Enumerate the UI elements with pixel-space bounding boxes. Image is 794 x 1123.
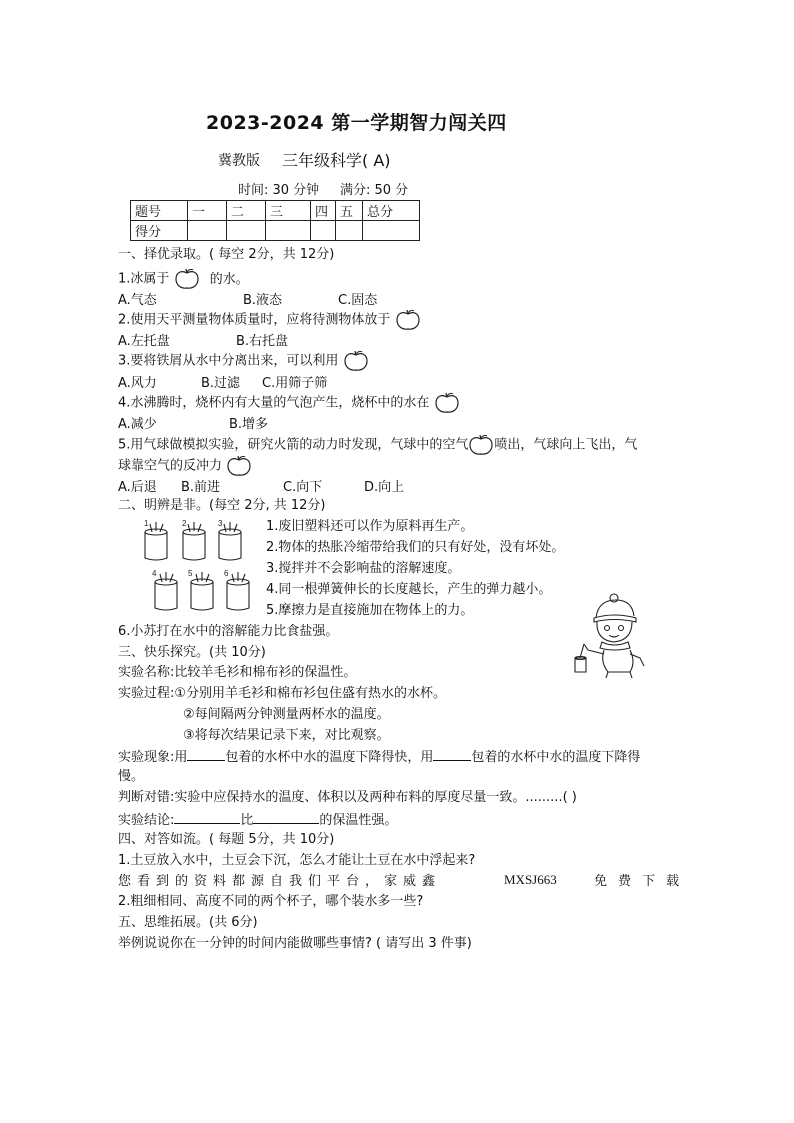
q4-text: 4.水沸腾时，烧杯内有大量的气泡产生，烧杯中的水在 [118,395,430,411]
apple-blank-icon[interactable] [226,455,252,477]
question-5 [118,434,637,456]
q3-option-b: B.过滤 [201,376,241,391]
plant-pots-illustration [140,518,258,614]
page-title: 2023-2024 第一学期智力闯关四 [206,112,507,134]
section4-title: 四、对答如流。( 每题 5分，共 10分) [118,832,335,847]
section2-title: 二、明辨是非。(每空 2分, 共 12分) [118,498,326,513]
apple-blank-icon[interactable] [174,268,200,290]
watermark-code: MXSJ663 [504,872,557,887]
pot-label: 3 [218,519,223,528]
judge-item: 2.物体的热胀冷缩带给我们的只有好处，没有坏处。 [266,540,565,555]
experiment-conclusion [118,810,397,829]
time-label: 时间: 30 分钟 [238,183,320,198]
q3-option-a: A.风力 [118,376,157,391]
full-score-label: 满分: 50 分 [340,183,409,198]
judge-item: 4.同一根弹簧伸长的长度越长，产生的弹力越小。 [266,582,552,597]
q2-option-a: A.左托盘 [118,334,170,349]
question-3 [118,350,369,372]
experiment-name: 实验名称:比较羊毛衫和棉布衫的保温性。 [118,665,357,680]
score-cell[interactable] [227,221,266,241]
score-table-header-row [131,201,420,221]
phenomenon-text-b: 包着的水杯中水的温度下降得快，用 [225,750,434,765]
pot-icon [191,572,213,610]
score-header-cell: 五 [336,201,363,221]
pot-label: 6 [224,569,229,578]
edition-label: 冀教版 [218,153,260,169]
experiment-judge: 判断对错:实验中应保持水的温度、体积以及两种布料的厚度尽量一致。.........( ) [118,790,577,805]
section4-question-2: 2.粗细相同、高度不同的两个杯子，哪个装水多一些? [118,894,424,909]
q5-text-line2: 球靠空气的反冲力 [118,458,223,474]
q5-text-pre: 5.用气球做模拟实验，研究火箭的动力时发现，气球中的空气 [118,437,469,453]
score-row-label: 得分 [131,221,188,241]
answer-blank[interactable] [174,810,240,824]
watermark-text: 您看到的资料都源自我们平台，家威鑫 [118,874,442,889]
q1-option-c: C.固态 [338,293,378,308]
judge-item: 6.小苏打在水中的溶解能力比食盐强。 [118,624,339,639]
pot-label: 1 [144,519,149,528]
child-experiment-illustration [574,592,652,678]
pot-label: 4 [152,569,157,578]
answer-blank[interactable] [253,810,319,824]
score-header-cell: 总分 [363,201,420,221]
q1-text-post: 的水。 [209,271,249,287]
conclusion-text-a: 实验结论: [118,813,175,828]
apple-blank-icon[interactable] [434,392,460,414]
q3-option-c: C.用筛子筛 [262,376,328,391]
q4-option-b: B.增多 [229,417,269,432]
answer-blank[interactable] [433,747,471,761]
experiment-process-2: ②每间隔两分钟测量两杯水的温度。 [183,707,390,722]
score-table-score-row [131,221,420,241]
q2-option-b: B.右托盘 [236,334,289,349]
conclusion-text-c: 的保温性强。 [319,813,398,828]
q3-text: 3.要将铁屑从水中分离出来，可以利用 [118,353,339,369]
conclusion-text-b: 比 [240,813,254,828]
q2-text: 2.使用天平测量物体质量时，应将待测物体放于 [118,312,391,328]
section4-question-1: 1.土豆放入水中，土豆会下沉，怎么才能让土豆在水中浮起来? [118,853,476,868]
question-1 [118,268,249,290]
q4-option-a: A.减少 [118,417,157,432]
q5-option-b: B.前进 [181,480,221,495]
q5-option-d: D.向上 [364,480,405,495]
experiment-process-3: ③将每次结果记录下来，对比观察。 [183,728,390,743]
section1-title: 一、择优录取。( 每空 2分，共 12分) [118,247,335,262]
score-cell[interactable] [311,221,336,241]
apple-blank-icon[interactable] [468,434,494,456]
score-cell[interactable] [188,221,227,241]
score-header-cell: 二 [227,201,266,221]
experiment-phenomenon [118,747,640,766]
watermark-free-download: 免费下载 [594,874,691,889]
q1-text-pre: 1.冰属于 [118,271,170,287]
q1-option-b: B.液态 [243,293,283,308]
question-4 [118,392,460,414]
score-header-cell: 一 [188,201,227,221]
answer-blank[interactable] [187,747,225,761]
score-cell[interactable] [363,221,420,241]
score-cell[interactable] [266,221,311,241]
score-header-cell: 三 [266,201,311,221]
score-cell[interactable] [336,221,363,241]
experiment-process-1: 实验过程:①分别用羊毛衫和棉布衫包住盛有热水的水杯。 [118,686,447,701]
section5-question: 举例说说你在一分钟的时间内能做哪些事情? ( 请写出 3 件事) [118,936,472,951]
q5-text-post: 喷出，气球向上飞出，气 [494,437,638,453]
apple-blank-icon[interactable] [395,309,421,331]
section3-title: 三、快乐探究。(共 10分) [118,645,266,660]
phenomenon-text-d: 慢。 [118,769,145,784]
section5-title: 五、思维拓展。(共 6分) [118,915,258,930]
subject-label: 三年级科学( A) [282,151,391,170]
pot-label: 2 [182,519,187,528]
score-table [130,200,420,241]
judge-item: 1.废旧塑料还可以作为原料再生产。 [266,519,474,534]
phenomenon-text-c: 包着的水杯中水的温度下降得 [471,750,641,765]
pot-icon [155,572,177,610]
score-header-cell: 题号 [131,201,188,221]
question-2 [118,309,421,331]
judge-item: 5.摩擦力是直接施加在物体上的力。 [266,603,474,618]
pot-label: 5 [188,569,193,578]
apple-blank-icon[interactable] [343,350,369,372]
question-5-line2 [118,455,252,477]
q5-option-c: C.向下 [283,480,323,495]
pot-icon [227,572,249,610]
judge-item: 3.搅拌并不会影响盐的溶解速度。 [266,561,461,576]
score-header-cell: 四 [311,201,336,221]
q5-option-a: A.后退 [118,480,157,495]
q1-option-a: A.气态 [118,293,157,308]
phenomenon-text-a: 实验现象:用 [118,750,188,765]
